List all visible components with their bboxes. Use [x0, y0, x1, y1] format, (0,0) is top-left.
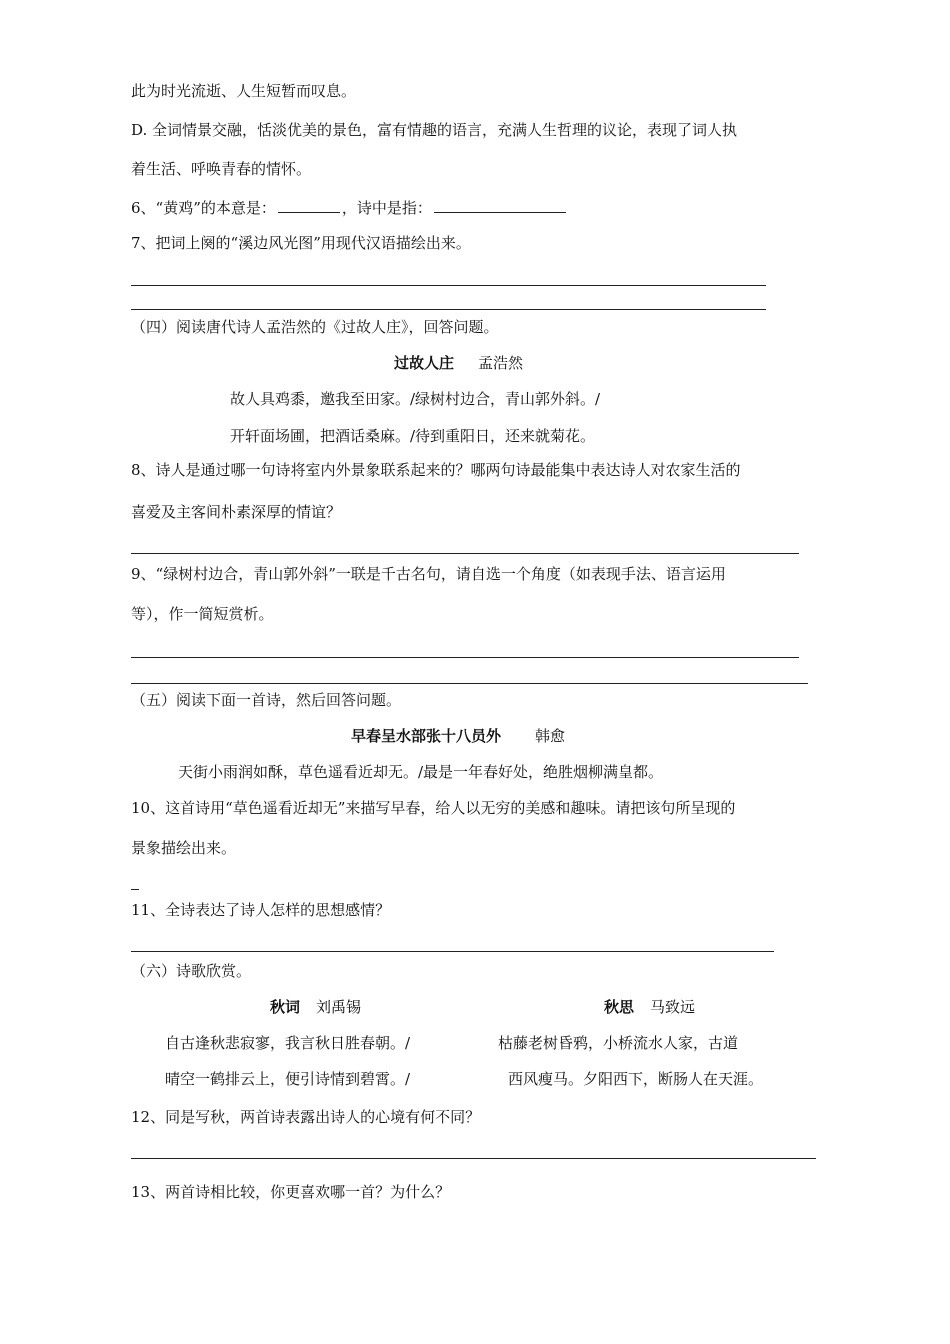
question-6: [131, 198, 568, 218]
poem-author: 刘禹锡: [316, 998, 362, 1016]
poem-author: 孟浩然: [478, 354, 524, 372]
answer-line[interactable]: [131, 309, 766, 310]
section-6-heading: （六）诗歌欣赏。: [131, 962, 252, 980]
text-line: 此为时光流逝、人生短暂而叹息。: [131, 82, 357, 100]
poem-line: 晴空一鹤排云上，便引诗情到碧霄。/: [165, 1070, 411, 1088]
answer-line[interactable]: [131, 285, 766, 286]
poem-4-header: [394, 353, 523, 373]
poem-title: 过故人庄: [394, 354, 455, 372]
option-d-line-1: D. 全词情景交融，恬淡优美的景色，富有情趣的语言，充满人生哲理的议论，表现了词人执: [131, 121, 738, 139]
poem-line: 自古逢秋悲寂寥，我言秋日胜春朝。/: [165, 1034, 411, 1052]
question-9-line-1: 9、“绿树村边合，青山郭外斜”一联是千古名句，请自选一个角度（如表现手法、语言运用: [131, 565, 726, 583]
poem-author: 马致远: [650, 998, 696, 1016]
poem-6b-header: [604, 997, 695, 1017]
poem-line: 故人具鸡黍，邀我至田家。/绿树村边合，青山郭外斜。/: [230, 390, 601, 408]
question-13: 13、两首诗相比较，你更喜欢哪一首？为什么？: [131, 1183, 451, 1201]
answer-blank[interactable]: [434, 198, 566, 213]
poem-title: 秋思: [604, 998, 635, 1016]
answer-line[interactable]: [131, 683, 808, 684]
answer-line[interactable]: [131, 889, 139, 890]
poem-author: 韩愈: [535, 727, 566, 745]
question-6-part-2: ，诗中是指：: [341, 199, 432, 217]
answer-line[interactable]: [131, 1158, 816, 1159]
poem-title: 早春呈水部张十八员外: [351, 727, 502, 745]
poem-6a-header: [270, 997, 361, 1017]
answer-line[interactable]: [131, 657, 799, 658]
answer-line[interactable]: [131, 553, 799, 554]
question-6-part-1: 6、“黄鸡”的本意是：: [131, 199, 276, 217]
question-12: 12、同是写秋，两首诗表露出诗人的心境有何不同？: [131, 1108, 481, 1126]
question-7: 7、把词上阕的“溪边风光图”用现代汉语描绘出来。: [131, 234, 471, 252]
question-8-line-1: 8、诗人是通过哪一句诗将室内外景象联系起来的？哪两句诗最能集中表达诗人对农家生活的: [131, 461, 741, 479]
question-11: 11、全诗表达了诗人怎样的思想感情？: [131, 901, 391, 919]
poem-title: 秋词: [270, 998, 301, 1016]
question-9-line-2: 等），作一简短赏析。: [131, 605, 274, 623]
question-8-line-2: 喜爱及主客间朴素深厚的情谊？: [131, 503, 342, 521]
poem-line: 西风瘦马。夕阳西下，断肠人在天涯。: [508, 1070, 764, 1088]
answer-line[interactable]: [131, 951, 774, 952]
option-d-line-2: 着生活、呼唤青春的情怀。: [131, 160, 312, 178]
question-10-line-1: 10、这首诗用“草色遥看近却无”来描写早春，给人以无穷的美感和趣味。请把该句所呈现的: [131, 799, 736, 817]
poem-line: 枯藤老树昏鸦，小桥流水人家，古道: [498, 1034, 739, 1052]
answer-blank[interactable]: [278, 198, 340, 213]
question-10-line-2: 景象描绘出来。: [131, 839, 237, 857]
poem-line: 开轩面场圃，把酒话桑麻。/待到重阳日，还来就菊花。: [230, 427, 596, 445]
poem-5-header: [351, 726, 565, 746]
poem-line: 天街小雨润如酥，草色遥看近却无。/最是一年春好处，绝胜烟柳满皇都。: [178, 763, 664, 781]
section-5-heading: （五）阅读下面一首诗，然后回答问题。: [131, 691, 402, 709]
section-4-heading: （四）阅读唐代诗人孟浩然的《过故人庄》，回答问题。: [131, 318, 499, 336]
